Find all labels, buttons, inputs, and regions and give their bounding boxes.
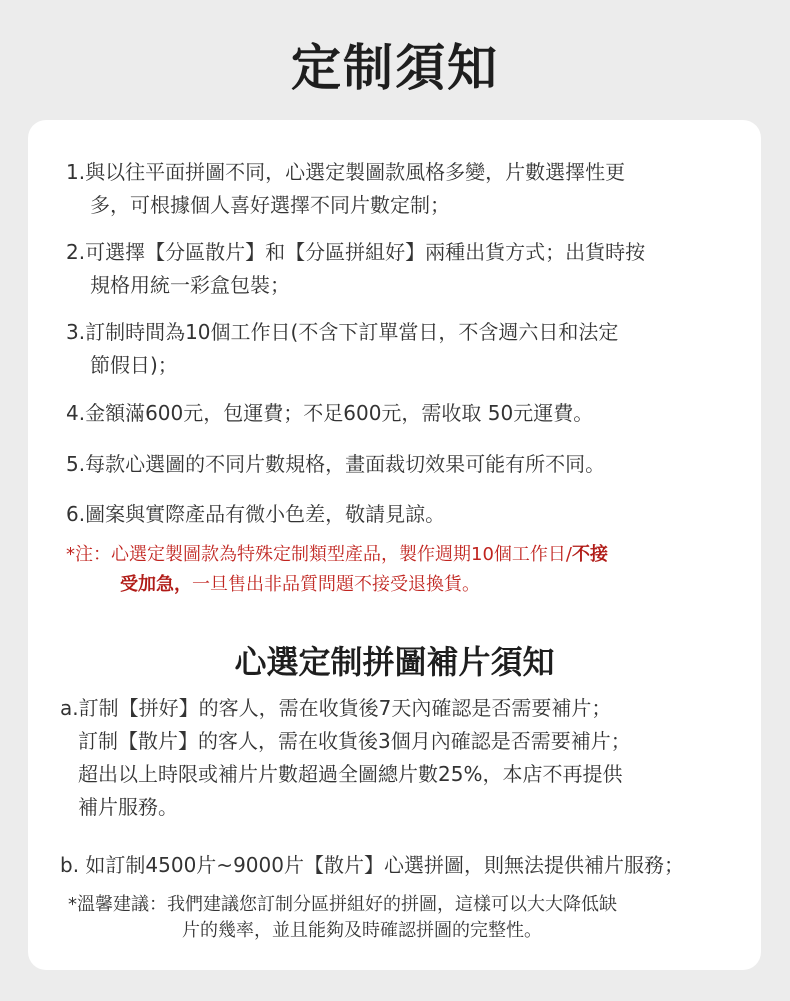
- supplement-a-line-2: 訂制【散片】的客人，需在收貨後3個月內確認是否需要補片；: [78, 729, 631, 753]
- notice-item-1-line-1: 1.與以往平面拼圖不同，心選定製圖款風格多變，片數選擇性更: [66, 160, 626, 184]
- page-title: 定制須知: [291, 39, 499, 97]
- suggestion-line-2: 片的幾率，並且能夠及時確認拼圖的完整性。: [182, 920, 542, 941]
- supplement-a-line-4: 補片服務。: [78, 795, 178, 819]
- notice-item-2-line-2: 規格用統一彩盒包裝；: [90, 273, 290, 297]
- warning-line-1: [66, 540, 756, 570]
- warning-line-2-bold: 受加急，: [120, 574, 192, 595]
- notice-item-3: [66, 316, 756, 382]
- notice-item-3-line-1: 3.訂制時間為10個工作日(不含下訂單當日，不含週六日和法定: [66, 320, 619, 344]
- supplement-a-line-1: a.訂制【拼好】的客人，需在收貨後7天內確認是否需要補片；: [60, 696, 612, 720]
- notice-item-3-line-2: 節假日)；: [90, 353, 178, 377]
- notice-item-1: [66, 156, 756, 222]
- warning-line-2: [66, 570, 756, 600]
- supplement-title: 心選定制拼圖補片須知: [234, 643, 555, 681]
- warning-line-1-bold: 不接: [571, 544, 608, 565]
- notice-item-6: 6.圖案與實際產品有微小色差，敬請見諒。: [66, 502, 446, 526]
- warning-note: [66, 540, 756, 600]
- notice-card: [28, 120, 761, 970]
- notice-item-2: [66, 236, 756, 302]
- suggestion-tip: [68, 892, 758, 944]
- warning-line-1-text: *注：心選定製圖款為特殊定制類型產品，製作週期10個工作日/: [66, 544, 572, 565]
- notice-item-1-line-2: 多，可根據個人喜好選擇不同片數定制；: [90, 193, 450, 217]
- supplement-item-b: b. 如訂制4500片~9000片【散片】心選拼圖，則無法提供補片服務；: [60, 853, 684, 877]
- notice-item-2-line-1: 2.可選擇【分區散片】和【分區拼組好】兩種出貨方式；出貨時按: [66, 240, 646, 264]
- notice-item-4: 4.金額滿600元，包運費；不足600元，需收取 50元運費。: [66, 401, 594, 425]
- warning-line-2-text: 一旦售出非品質問題不接受退換貨。: [192, 574, 480, 595]
- suggestion-line-1: *溫馨建議：我們建議您訂制分區拼組好的拼圖，這樣可以大大降低缺: [68, 894, 617, 915]
- notice-item-5: 5.每款心選圖的不同片數規格，畫面裁切效果可能有所不同。: [66, 452, 606, 476]
- supplement-item-a: [60, 692, 750, 824]
- supplement-a-line-3: 超出以上時限或補片片數超過全圖總片數25%，本店不再提供: [78, 762, 623, 786]
